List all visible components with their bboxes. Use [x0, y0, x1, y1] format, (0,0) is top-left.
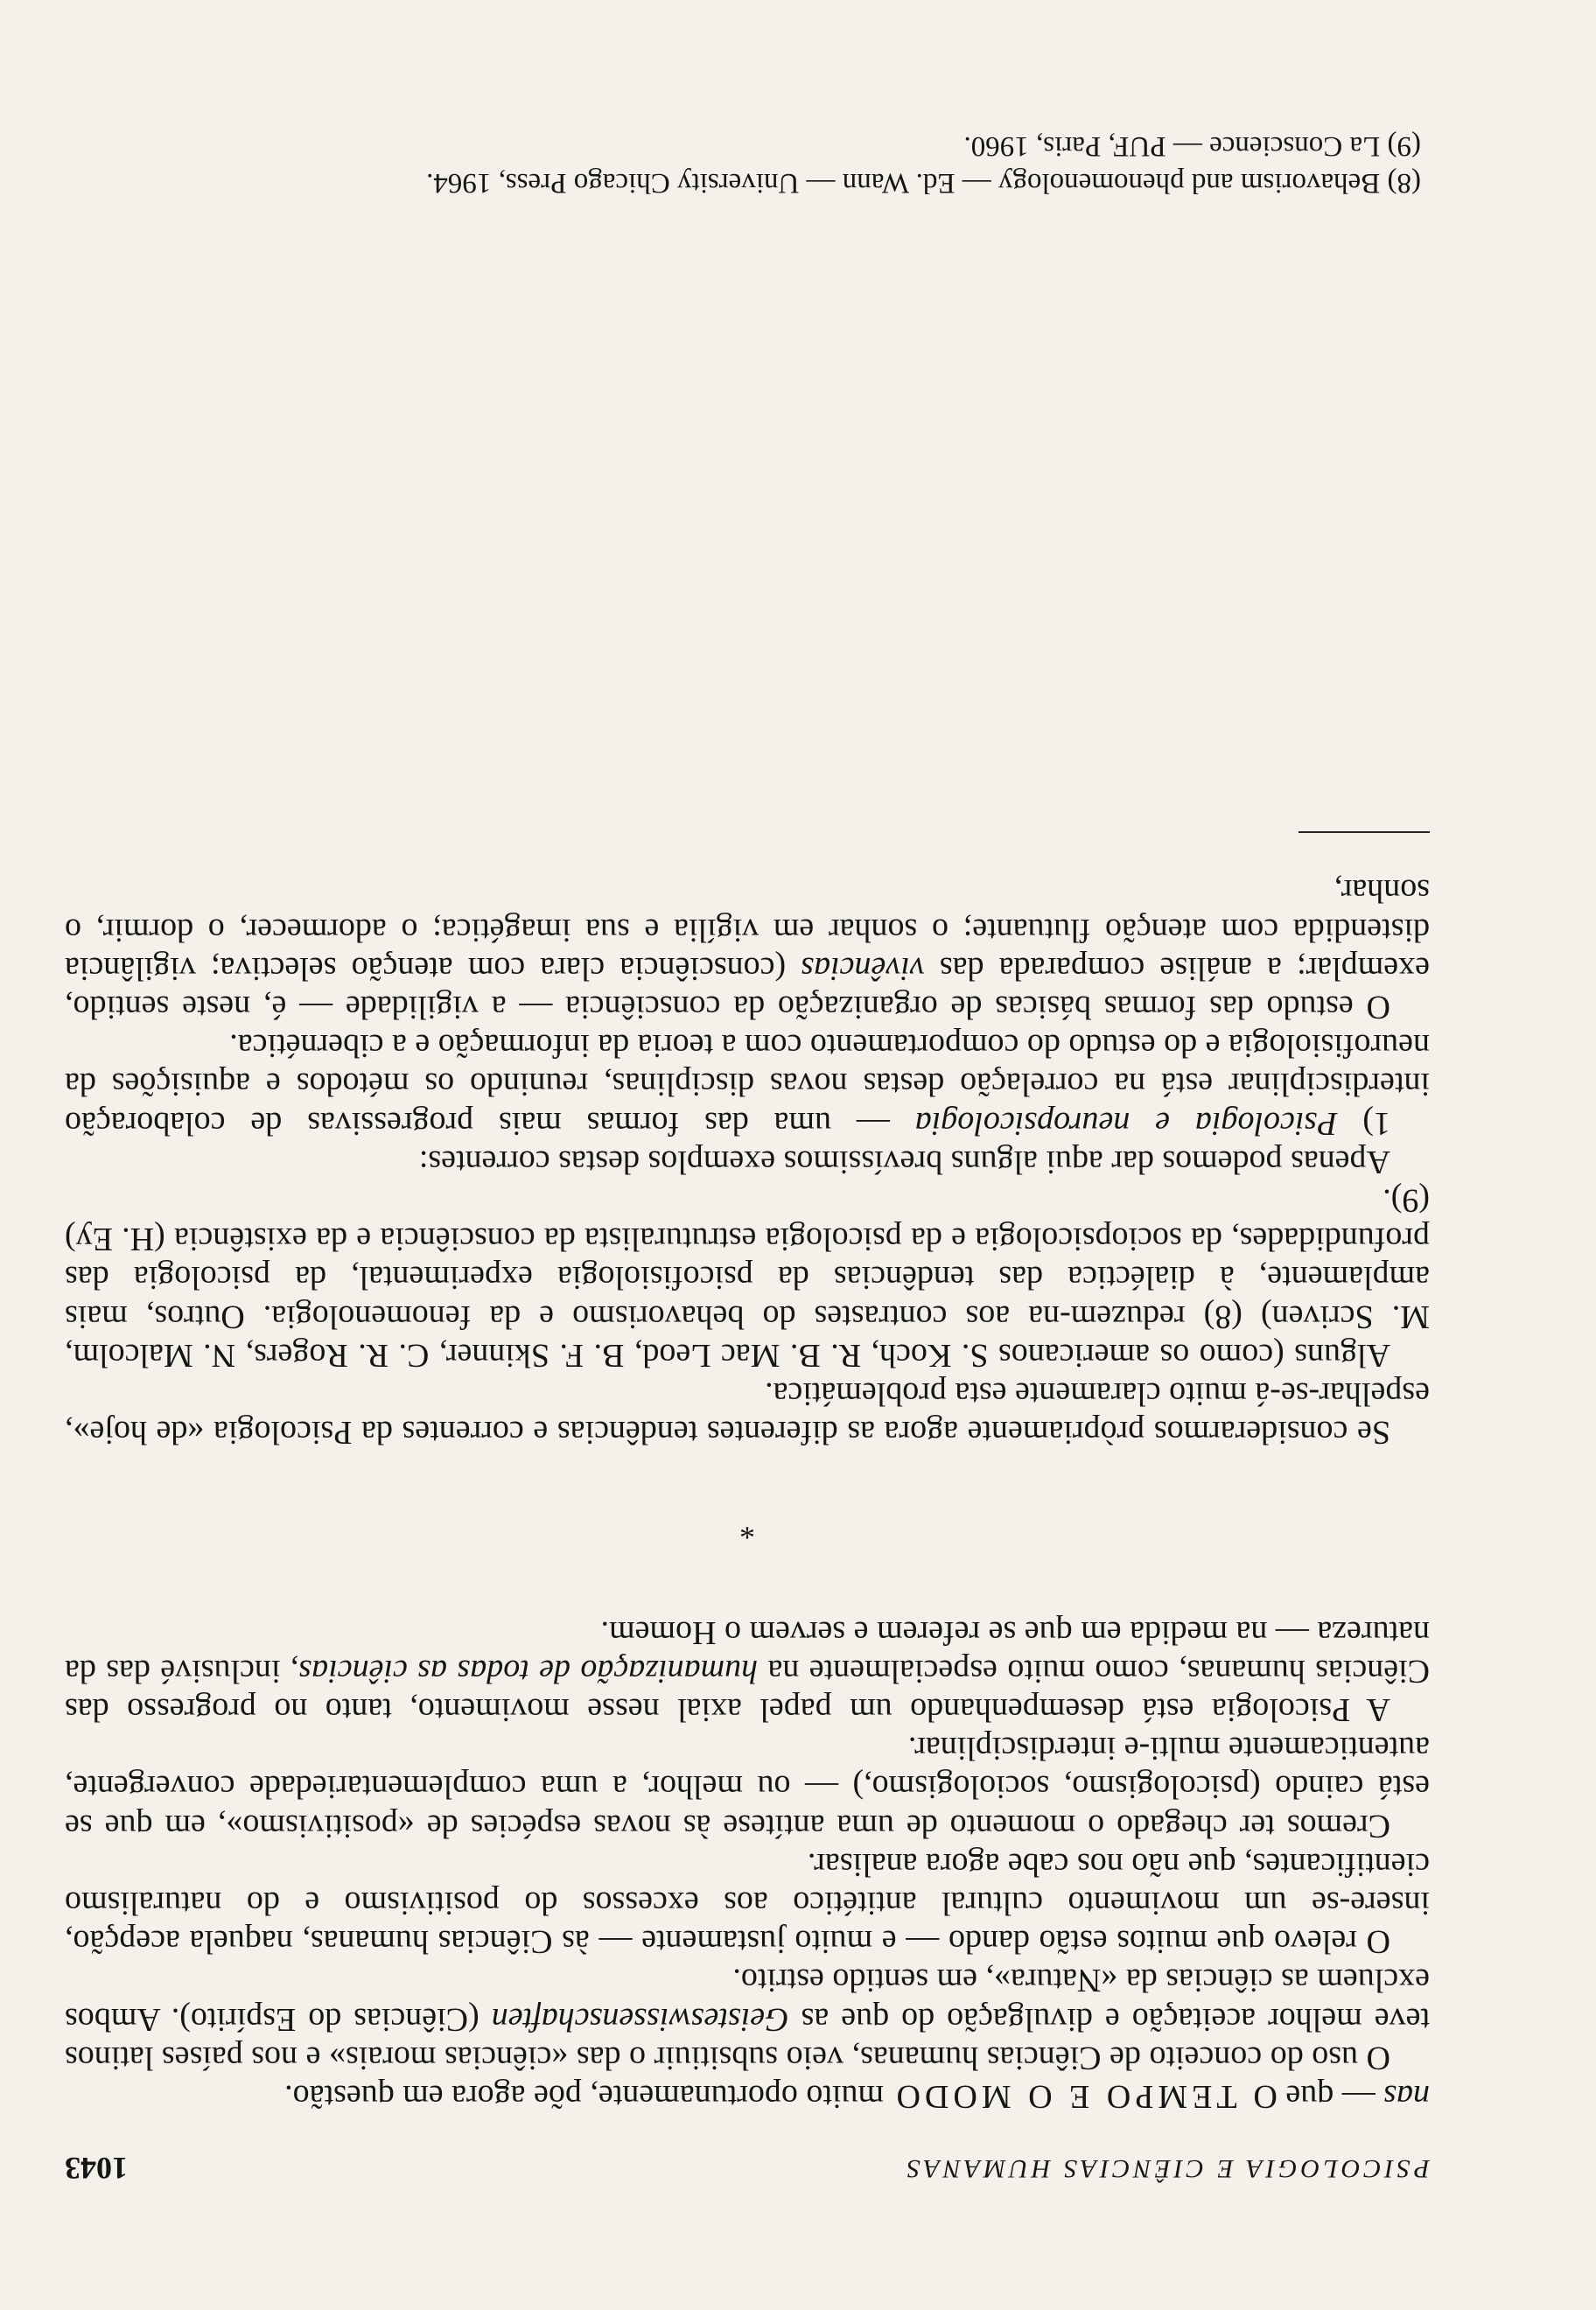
journal-title: O TEMPO E O MODO: [892, 2078, 1278, 2115]
text-fragment: .: [1382, 1181, 1391, 1219]
paragraph-3: O relevo que muitos estão dando — e muito justamente — às Ciências humanas, naquela acepção, insere-se um movimento cultural antitético aos excessos do positivismo e do naturalismo cientificantes, que não nos cabe agora analisar.: [65, 1845, 1430, 1961]
italic-term: vivências: [801, 949, 925, 987]
paragraph-10: [65, 872, 1430, 1026]
paragraph-7: [65, 1181, 1430, 1375]
footnote-number: (8): [1387, 167, 1421, 199]
paragraph-5: [65, 1613, 1430, 1729]
footnotes: [65, 128, 1430, 201]
text-fragment: — que: [1277, 2078, 1384, 2115]
paragraph-8: Apenas podemos dar aqui alguns brevíssimos exemplos destas correntes:: [418, 1143, 1390, 1180]
footnote-8: [65, 164, 1430, 201]
paragraph-1: [65, 2077, 1430, 2116]
footnote-text: Behavorism and phenomenology — Ed. Wann — University Chicago Press, 1964.: [426, 167, 1381, 199]
text-fragment: muito oportunamente, põe agora em questão.: [284, 2078, 892, 2115]
text-fragment: nas: [1383, 2078, 1430, 2115]
page-number: 1043: [65, 2151, 128, 2186]
text-fragment: reduzem-na aos contrastes do behavorismo e da fenomenologia. Outros, mais amplamente, à dialéctica das tendências da psicofisiologia experimental, da psicologia das profundidades, da sociopsicologia e da psicologia estruturalista da consciência e da existência (H. Ey): [65, 1221, 1430, 1335]
body-text: [65, 819, 1430, 2116]
running-title: PSICOLOGIA E CIÊNCIAS HUMANAS: [903, 2154, 1430, 2183]
text-fragment: (consciência clara com atenção selectiva; vigilância distendida com atenção flutuante; o sonhar em vigília e sua imagética; o adormecer, o dormir, o sonhar,: [65, 872, 1430, 987]
paragraph-6: Se considerarmos pròpriamente agora as diferentes tendências e correntes da Psicologia «de hoje», espelhar-se-á muito claramente esta problemática.: [65, 1375, 1430, 1452]
footnote-rule: [1298, 831, 1430, 833]
text-fragment: (Ciências do Espírito). Ambos excluem as ciências da «Natura», em sentido estrito.: [65, 1962, 1430, 2038]
italic-term: Geisteswissenschaften: [491, 2000, 789, 2038]
text-fragment: A Psicologia está desempenhando um papel axial nesse movimento, tanto no progresso das Ciências humanas, como muito especialmente na: [65, 1652, 1430, 1728]
italic-term: Psicologia e neuropsicologia: [914, 1104, 1338, 1142]
footnote-ref-9: (9): [1390, 1181, 1430, 1219]
running-header: [65, 2131, 1430, 2186]
list-number: 1): [1337, 1104, 1390, 1142]
text-fragment: — uma das formas mais progressivas de colaboração interdisciplinar está na correlação destas novas disciplinas, reunindo os métodos e aquisições da neurofisiologia e do estudo do comportamento com a teoria da informação e a cibernética.: [65, 1027, 1430, 1142]
text-fragment: Alguns (como os americanos S. Koch, R. B. Mac Leod, B. F. Skinner, C. R. Rogers, N. Malcolm, M. Scriven): [65, 1298, 1430, 1374]
italic-term: humanização de todas as ciências: [298, 1652, 759, 1690]
footnote-9: [65, 128, 1430, 164]
section-separator: *: [739, 1511, 755, 1547]
text-fragment: , inclusivé das da natureza — na medida em que se referem e servem o Homem.: [65, 1614, 1430, 1690]
footnote-text: La Conscience — PUF, Paris, 1960.: [963, 130, 1381, 162]
paragraph-9: [65, 1026, 1430, 1143]
text-fragment: O estudo das formas básicas de organização da consciência — a vigilidade — é, neste sentido, exemplar; a análise comparada das: [65, 949, 1430, 1026]
footnote-number: (9): [1387, 130, 1421, 162]
text-fragment: O uso do conceito de Ciências humanas, veio subsitiuir o das «ciências morais» e nos países latinos teve melhor aceitação e divulgação do que as: [65, 2000, 1430, 2076]
footnote-ref-8: (8): [1203, 1298, 1242, 1335]
paragraph-2: [65, 1961, 1430, 2077]
paragraph-4: Cremos ter chegado o momento de uma antítese às novas espécies de «positivismo», em que se está caindo (psicologismo, sociologismo,) — ou melhor, a uma complementariedade convergente, autenticamente multi-e interdisciplinar.: [65, 1730, 1430, 1844]
